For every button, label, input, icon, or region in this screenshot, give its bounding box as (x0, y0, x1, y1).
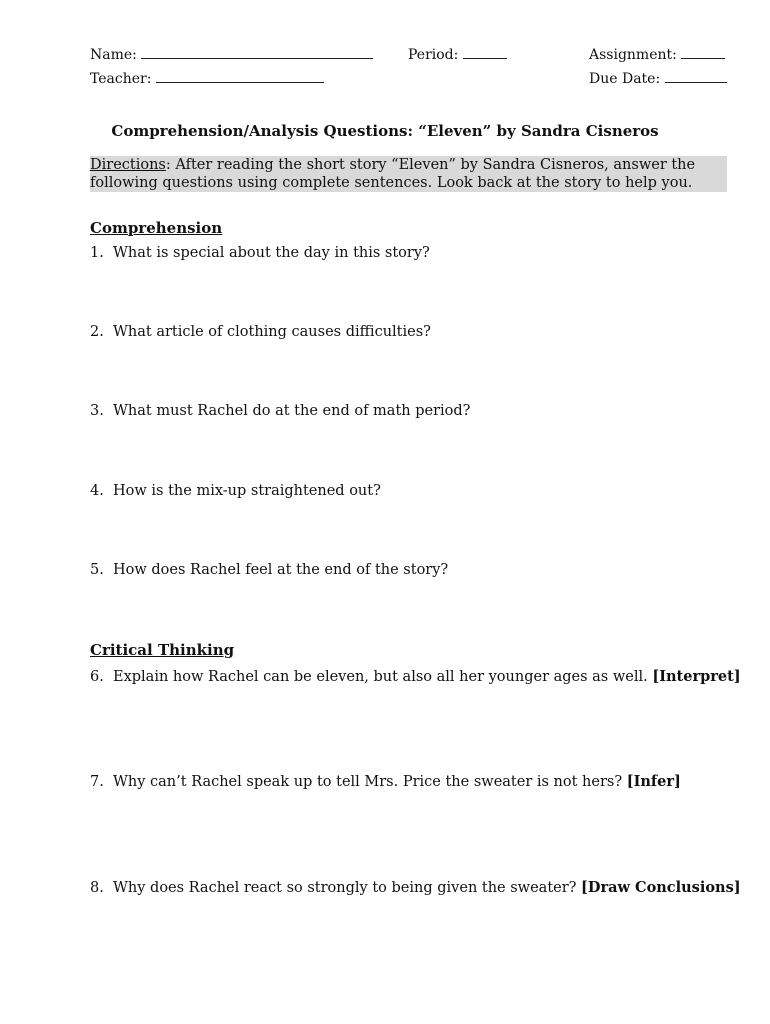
question-number: 1. (90, 245, 104, 261)
assignment-field[interactable] (589, 47, 725, 63)
name-input-line[interactable] (141, 58, 373, 59)
page-title: Comprehension/Analysis Questions: “Eleven” by Sandra Cisneros (111, 122, 659, 140)
question-number: 5. (90, 562, 104, 578)
assignment-input-line[interactable] (681, 58, 725, 59)
question-text: How is the mix-up straightened out? (113, 483, 381, 499)
question-text: Why does Rachel react so strongly to being given the sweater? (113, 880, 577, 896)
question-number: 3. (90, 403, 104, 419)
question-8 (90, 879, 741, 896)
question-2 (90, 324, 431, 340)
question-5 (90, 562, 448, 578)
question-text: How does Rachel feel at the end of the story? (113, 562, 449, 578)
period-field[interactable] (408, 47, 507, 63)
comprehension-heading: Comprehension (90, 219, 223, 237)
due-date-input-line[interactable] (665, 82, 727, 83)
skill-tag: [Draw Conclusions] (581, 879, 741, 896)
question-text: What is special about the day in this story? (113, 245, 430, 261)
name-label: Name: (90, 47, 137, 63)
directions-text: : After reading the short story “Eleven” by Sandra Cisneros, answer the following questions using complete sentences. Look back at the story to help you. (90, 157, 696, 191)
question-number: 8. (90, 880, 104, 896)
name-field[interactable] (90, 47, 373, 63)
question-6 (90, 668, 741, 685)
directions-box (90, 156, 727, 192)
teacher-label: Teacher: (90, 71, 152, 87)
question-number: 7. (90, 774, 104, 790)
question-text: What article of clothing causes difficulties? (113, 324, 431, 340)
question-text: What must Rachel do at the end of math period? (113, 403, 471, 419)
due-date-field[interactable] (589, 71, 727, 87)
question-1 (90, 245, 430, 261)
period-input-line[interactable] (463, 58, 507, 59)
assignment-label: Assignment: (589, 47, 677, 63)
question-number: 6. (90, 669, 104, 685)
question-text: Explain how Rachel can be eleven, but also all her younger ages as well. (113, 669, 648, 685)
period-label: Period: (408, 47, 459, 63)
due-date-label: Due Date: (589, 71, 661, 87)
question-7 (90, 773, 681, 790)
question-3 (90, 403, 470, 419)
teacher-input-line[interactable] (156, 82, 324, 83)
question-text: Why can’t Rachel speak up to tell Mrs. Price the sweater is not hers? (113, 774, 623, 790)
critical-thinking-heading: Critical Thinking (90, 641, 235, 659)
question-number: 4. (90, 483, 104, 499)
directions-label: Directions (90, 157, 166, 173)
question-number: 2. (90, 324, 104, 340)
question-4 (90, 483, 381, 499)
skill-tag: [Infer] (626, 773, 681, 790)
skill-tag: [Interpret] (652, 668, 741, 685)
teacher-field[interactable] (90, 71, 324, 87)
